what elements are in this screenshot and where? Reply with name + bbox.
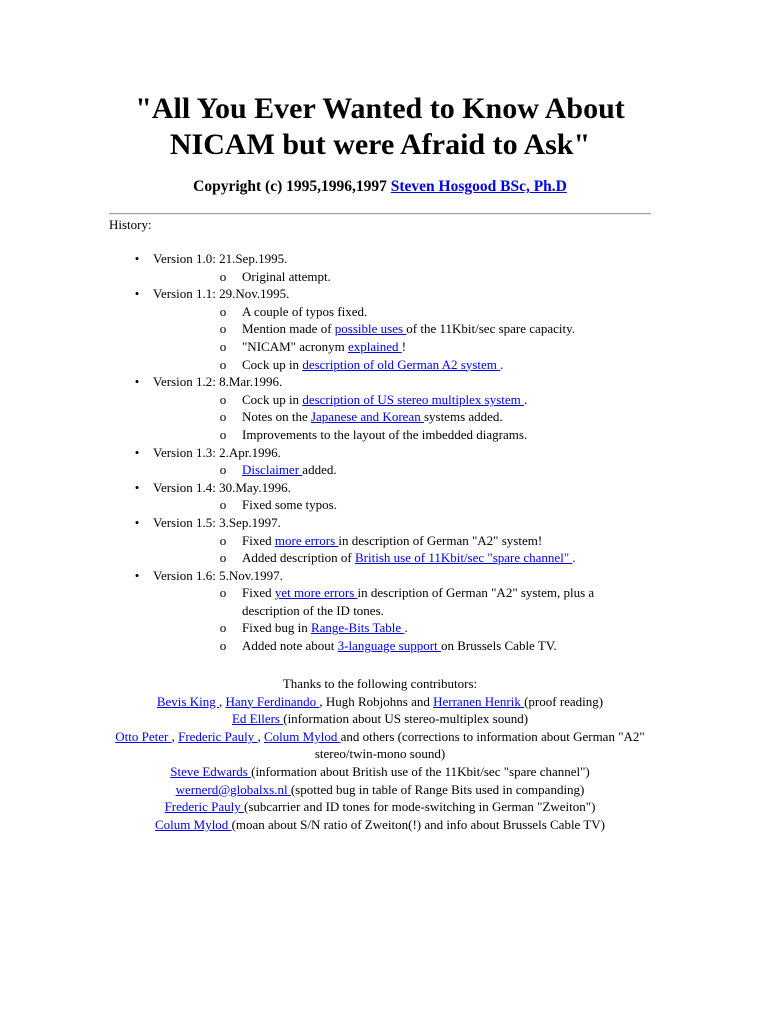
text-fragment: Fixed bug in [242,620,311,636]
text-fragment: Thanks to the following contributors: [282,676,478,691]
version-entry [110,444,650,479]
circle-bullet-icon: o [219,356,227,372]
british-use-of-11kbit-sec-spare-channel-link[interactable]: British use of 11Kbit/sec "spare channel" [355,550,573,566]
version-entry [110,479,650,514]
text-fragment: "NICAM" acronym [242,338,348,354]
text-fragment: , [218,693,226,709]
description-of-old-german-a2-system-link[interactable]: description of old German A2 system [302,356,501,372]
text-fragment: Fixed [242,585,275,601]
version-entry [110,567,650,655]
text-fragment: , [171,728,179,744]
circle-bullet-icon: o [219,497,227,513]
text-fragment: added. [302,462,337,478]
text-fragment: . [500,356,504,372]
version-history-list [110,250,650,655]
3-language-support-link[interactable]: 3-language support [337,638,441,654]
text-fragment: (information about US stereo-multiplex sound) [283,711,529,727]
bullet-icon: • [134,374,140,390]
author-link[interactable]: Steven Hosgood BSc, Ph.D [390,178,567,195]
change-item [153,637,650,655]
japanese-and-korean-link[interactable]: Japanese and Korean [310,409,424,425]
contributor-line [110,710,650,728]
contributor-line [110,728,650,763]
thanks-heading [110,675,650,693]
more-errors-link[interactable]: more errors [274,532,339,548]
text-fragment: (subcarrier and ID tones for mode-switching in German "Zweiton") [244,799,596,815]
text-fragment: Cock up in [242,391,303,407]
text-fragment: Added description of [242,550,356,566]
contributor-line [110,763,650,781]
frederic-pauly-link[interactable]: Frederic Pauly [164,799,244,815]
circle-bullet-icon: o [219,338,227,354]
circle-bullet-icon: o [219,303,227,319]
bullet-icon: • [134,444,140,460]
circle-bullet-icon: o [219,268,227,284]
colum-mylod-link[interactable]: Colum Mylod [154,816,232,832]
version-label: Version 1.5: 3.Sep.1997. [153,514,281,530]
ed-ellers-link[interactable]: Ed Ellers [231,711,284,727]
text-fragment: systems added. [423,409,503,425]
change-item [153,338,650,356]
text-fragment: Original attempt. [242,268,331,284]
text-fragment: Improvements to the layout of the imbedded diagrams. [242,426,528,442]
change-item [153,619,650,637]
change-item [153,496,650,514]
text-fragment: in description of German "A2" system, plus a description of the ID tones. [242,585,595,618]
text-fragment: (moan about S/N ratio of Zweiton(!) and info about Brussels Cable TV) [231,816,605,832]
circle-bullet-icon: o [219,620,227,636]
change-item [153,408,650,426]
version-label: Version 1.1: 29.Nov.1995. [153,286,290,302]
colum-mylod-link[interactable]: Colum Mylod [264,728,341,744]
description-of-us-stereo-multiplex-system-link[interactable]: description of US stereo multiplex system [302,391,525,407]
text-fragment: Notes on the [242,409,311,425]
text-fragment: ! [401,338,407,354]
contributors-section [110,675,650,833]
bevis-king-link[interactable]: Bevis King [156,693,219,709]
steve-edwards-link[interactable]: Steve Edwards [170,763,252,779]
contributor-line [110,781,650,799]
change-item [153,461,650,479]
disclaimer-link[interactable]: Disclaimer [242,462,303,478]
text-fragment: on Brussels Cable TV. [440,638,557,654]
change-item [153,426,650,444]
text-fragment: . [572,550,576,566]
bullet-icon: • [134,251,140,266]
text-fragment: , [257,728,265,744]
change-item [153,356,650,374]
bullet-icon: • [134,567,140,583]
text-fragment: in description of German "A2" system! [338,532,543,548]
page-title: "All You Ever Wanted to Know About NICAM but were Afraid to Ask" [135,92,625,161]
text-fragment: and others (corrections to information about German "A2" stereo/twin-mono sound) [314,728,645,762]
version-changes-list [153,391,650,444]
bullet-icon: • [134,514,140,530]
text-fragment: Added note about [242,638,338,654]
contributor-line [110,798,650,816]
otto-peter-link[interactable]: Otto Peter [115,728,172,744]
circle-bullet-icon: o [219,321,227,337]
change-item [153,549,650,567]
bullet-icon: • [134,479,140,495]
version-changes-list [153,268,650,286]
circle-bullet-icon: o [219,532,227,548]
circle-bullet-icon: o [219,391,227,407]
text-fragment: , Hugh Robjohns and [319,693,434,709]
text-fragment: Cock up in [242,356,303,372]
version-changes-list [153,584,650,654]
circle-bullet-icon: o [219,585,227,601]
circle-bullet-icon: o [219,426,227,442]
horizontal-rule [109,213,651,215]
version-label: Version 1.4: 30.May.1996. [153,479,291,495]
version-changes-list [153,461,650,479]
version-changes-list [153,496,650,514]
version-entry [110,285,650,373]
contributor-line [110,816,650,834]
range-bits-table-link[interactable]: Range-Bits Table [310,620,405,636]
yet-more-errors-link[interactable]: yet more errors [274,585,358,601]
copyright-text: Copyright (c) 1995,1996,1997 [193,178,391,195]
text-fragment: (spotted bug in table of Range Bits used in companding) [290,781,585,797]
circle-bullet-icon: o [219,462,227,478]
bullet-icon: • [134,286,140,302]
text-fragment: Fixed some typos. [242,497,337,513]
history-label: History: [109,217,152,232]
version-changes-list [153,303,650,373]
circle-bullet-icon: o [219,638,227,654]
hany-ferdinando-link[interactable]: Hany Ferdinando [225,693,320,709]
version-entry [110,250,650,285]
version-entry [110,514,650,567]
version-label: Version 1.2: 8.Mar.1996. [153,374,283,390]
version-label: Version 1.0: 21.Sep.1995. [153,251,288,266]
version-changes-list [153,532,650,567]
herranen-henrik-link[interactable]: Herranen Henrik [433,693,525,709]
text-fragment: (proof reading) [524,693,604,709]
contributor-line [110,693,650,711]
change-item [153,320,650,338]
frederic-pauly-link[interactable]: Frederic Pauly [178,728,258,744]
text-fragment: (information about British use of the 11Kbit/sec "spare channel") [251,763,590,779]
change-item [153,303,650,321]
circle-bullet-icon: o [219,550,227,566]
possible-uses-link[interactable]: possible uses [334,321,407,337]
text-fragment: . [404,620,408,636]
change-item [153,532,650,550]
wernerd-globalxs-nl-link[interactable]: wernerd@globalxs.nl [175,781,291,797]
explained-link[interactable]: explained [347,338,402,354]
text-fragment: Fixed [242,532,275,548]
text-fragment: of the 11Kbit/sec spare capacity. [406,321,575,337]
change-item [153,391,650,409]
version-entry [110,373,650,443]
circle-bullet-icon: o [219,409,227,425]
change-item [153,584,650,619]
version-label: Version 1.6: 5.Nov.1997. [153,567,283,583]
text-fragment: Mention made of [242,321,335,337]
version-label: Version 1.3: 2.Apr.1996. [153,444,281,460]
text-fragment: A couple of typos fixed. [242,303,368,319]
copyright-line [110,177,650,197]
text-fragment: . [524,391,528,407]
change-item [153,268,650,286]
